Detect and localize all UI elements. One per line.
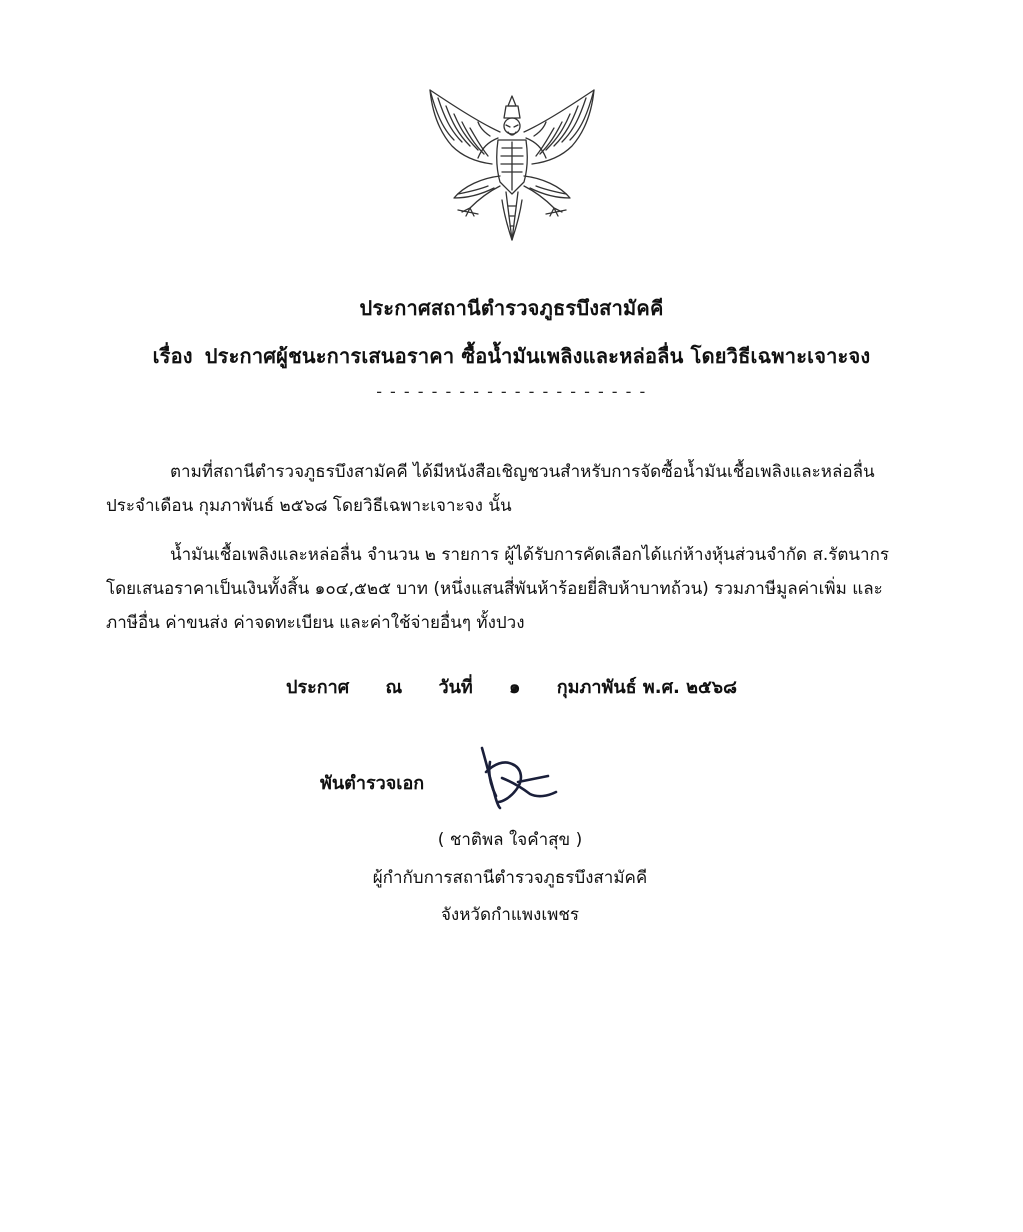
subject-label: เรื่อง [152,344,193,368]
paragraph-2 [106,538,936,640]
separator-line: - - - - - - - - - - - - - - - - - - - - [376,382,647,401]
paragraph-2-line-2: โดยเสนอราคาเป็นเงินทั้งสิ้น ๑๐๔,๕๒๕ บาท (หนึ่งแสนสี่พันห้าร้อยยี่สิบห้าบาทถ้วน) รวมภาษีมูลค่าเพิ่ม และ [106,579,883,599]
announcement-title: ประกาศสถานีตำรวจภูธรบึงสามัคคี [359,296,664,320]
day-number: ๑ [509,677,521,698]
garuda-emblem-icon [418,82,606,247]
signatory-province: จังหวัดกำแพงเพชร [440,905,580,925]
paragraph-2-line-3: ภาษีอื่น ค่าขนส่ง ค่าจดทะเบียน และค่าใช้จ่ายอื่นๆ ทั้งปวง [106,613,525,633]
announcement-subject [0,340,1023,372]
announcement-date [0,672,1023,701]
paragraph-1-line-1: ตามที่สถานีตำรวจภูธรบึงสามัคคี ได้มีหนังสือเชิญชวนสำหรับการจัดซื้อน้ำมันเชื้อเพลิงและหล่อลื่น [170,462,875,482]
handwritten-signature [472,742,567,812]
signatory-position: ผู้กำกับการสถานีตำรวจภูธรบึงสามัคคี [372,868,648,888]
signatory-rank: พันตำรวจเอก [320,773,425,794]
day-word: วันที่ [438,677,473,698]
month-year: กุมภาพันธ์ พ.ศ. ๒๕๖๘ [556,677,737,698]
paragraph-2-line-1: น้ำมันเชื้อเพลิงและหล่อลื่น จำนวน ๒ รายการ ผู้ได้รับการคัดเลือกได้แก่ห้างหุ้นส่วนจำกัด ส.รัตนากร [170,545,890,565]
at-word: ณ [385,677,403,698]
subject-text: ประกาศผู้ชนะการเสนอราคา ซื้อน้ำมันเพลิงและหล่อลื่น โดยวิธีเฉพาะเจาะจง [204,344,871,368]
signatory-name: ( ชาติพล ใจคำสุข ) [437,830,583,850]
paragraph-1 [106,455,936,523]
announce-word: ประกาศ [286,677,350,698]
paragraph-1-line-2: ประจำเดือน กุมภาพันธ์ ๒๕๖๘ โดยวิธีเฉพาะเจาะจง นั้น [106,496,512,516]
